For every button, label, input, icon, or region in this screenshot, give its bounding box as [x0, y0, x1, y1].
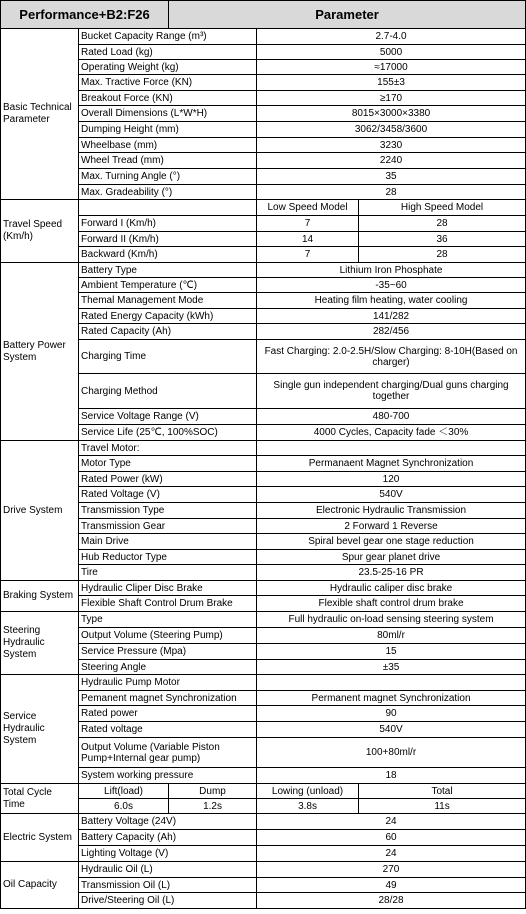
cycle-header-total: Total	[359, 784, 526, 799]
row-value: 15	[257, 644, 526, 660]
row-value: 90	[257, 706, 526, 722]
header-parameter: Parameter	[169, 1, 526, 29]
row-label: Backward (Km/h)	[79, 247, 257, 263]
row-value: 141/282	[257, 309, 526, 324]
low-value: 7	[257, 216, 359, 232]
row-label: Output Volume (Variable Piston Pump+Internal gear pump)	[79, 738, 257, 768]
row-label: Rated Power (kW)	[79, 472, 257, 487]
cycle-value-lift: 6.0s	[79, 799, 169, 814]
row-value: 28/28	[257, 893, 526, 909]
section-service-hydraulic: Service Hydraulic System	[1, 675, 79, 784]
row-label: Dumping Height (mm)	[79, 122, 257, 138]
row-label: Transmission Oil (L)	[79, 878, 257, 893]
row-label: Hydraulic Pump Motor	[79, 675, 257, 691]
row-value	[257, 675, 526, 691]
row-label: Rated voltage	[79, 722, 257, 738]
row-label: Operating Weight (kg)	[79, 60, 257, 75]
row-value: 2.7-4.0	[257, 29, 526, 45]
row-value: Flexible shaft control drum brake	[257, 596, 526, 612]
row-value: ≥170	[257, 91, 526, 106]
row-value: Heating film heating, water cooling	[257, 293, 526, 309]
row-label: Steering Angle	[79, 660, 257, 675]
row-value: 49	[257, 878, 526, 893]
row-value: Permanent magnet Synchronization	[257, 691, 526, 706]
row-label: Main Drive	[79, 534, 257, 550]
row-value: 28	[257, 185, 526, 200]
row-value	[257, 441, 526, 456]
low-value: 7	[257, 247, 359, 263]
row-label: System working pressure	[79, 768, 257, 784]
row-label: Tire	[79, 565, 257, 581]
row-label: Max. Tractive Force (KN)	[79, 75, 257, 91]
row-value: 4000 Cycles, Capacity fade ＜30%	[257, 425, 526, 441]
row-label: Rated Energy Capacity (kWh)	[79, 309, 257, 324]
section-drive: Drive System	[1, 441, 79, 581]
row-value: 24	[257, 846, 526, 862]
row-label: Battery Capacity (Ah)	[79, 830, 257, 846]
row-label: Drive/Steering Oil (L)	[79, 893, 257, 909]
row-value: 24	[257, 814, 526, 830]
row-value: 2 Forward 1 Reverse	[257, 519, 526, 534]
row-value: 60	[257, 830, 526, 846]
row-value: 80ml/r	[257, 628, 526, 644]
row-value: 3230	[257, 138, 526, 153]
section-basic: Basic Technical Parameter	[1, 29, 79, 200]
row-value: Spur gear planet drive	[257, 550, 526, 565]
row-value: 35	[257, 169, 526, 185]
row-label: Themal Management Mode	[79, 293, 257, 309]
row-value: 540V	[257, 487, 526, 503]
row-label: Ambient Temperature (℃)	[79, 278, 257, 293]
row-label: Transmission Type	[79, 503, 257, 519]
row-value: 8015×3000×3380	[257, 106, 526, 122]
row-label: Motor Type	[79, 456, 257, 472]
row-value: Electronic Hydraulic Transmission	[257, 503, 526, 519]
row-label: Rated power	[79, 706, 257, 722]
row-value: 23.5-25-16 PR	[257, 565, 526, 581]
cycle-value-dump: 1.2s	[169, 799, 257, 814]
row-value: Permanaent Magnet Synchronization	[257, 456, 526, 472]
row-label: Forward I (Km/h)	[79, 216, 257, 232]
row-value: 155±3	[257, 75, 526, 91]
high-speed-model-header: High Speed Model	[359, 200, 526, 216]
row-value: 18	[257, 768, 526, 784]
row-label: Rated Capacity (Ah)	[79, 324, 257, 340]
row-label: Flexible Shaft Control Drum Brake	[79, 596, 257, 612]
row-value: ±35	[257, 660, 526, 675]
row-value: 120	[257, 472, 526, 487]
row-label: Battery Voltage (24V)	[79, 814, 257, 830]
row-label: Rated Load (kg)	[79, 45, 257, 60]
row-value: 282/456	[257, 324, 526, 340]
row-label	[79, 200, 257, 216]
row-label: Rated Voltage (V)	[79, 487, 257, 503]
high-value: 36	[359, 232, 526, 247]
header-performance: Performance+B2:F26	[1, 1, 169, 29]
row-value: 270	[257, 862, 526, 878]
row-label: Type	[79, 612, 257, 628]
high-value: 28	[359, 216, 526, 232]
row-label: Lighting Voltage (V)	[79, 846, 257, 862]
cycle-header-lift: Lift(load)	[79, 784, 169, 799]
section-battery: Battery Power System	[1, 263, 79, 441]
row-label: Charging Method	[79, 374, 257, 409]
row-value: Fast Charging: 2.0-2.5H/Slow Charging: 8-10H(Based on charger)	[257, 340, 526, 374]
high-value: 28	[359, 247, 526, 263]
row-value: ≈17000	[257, 60, 526, 75]
cycle-value-lowing: 3.8s	[257, 799, 359, 814]
cycle-value-total: 11s	[359, 799, 526, 814]
row-label: Travel Motor:	[79, 441, 257, 456]
row-value: 100+80ml/r	[257, 738, 526, 768]
section-cycle-time: Total Cycle Time	[1, 784, 79, 814]
row-label: Charging Time	[79, 340, 257, 374]
row-label: Hydraulic Cliper Disc Brake	[79, 581, 257, 596]
row-value: Single gun independent charging/Dual guns charging together	[257, 374, 526, 409]
row-label: Pemanent magnet Synchronization	[79, 691, 257, 706]
row-label: Hub Reductor Type	[79, 550, 257, 565]
row-label: Max. Turning Angle (°)	[79, 169, 257, 185]
section-electric: Electric System	[1, 814, 79, 862]
row-label: Service Life (25℃, 100%SOC)	[79, 425, 257, 441]
row-value: Lithium Iron Phosphate	[257, 263, 526, 278]
row-value: Full hydraulic on-load sensing steering system	[257, 612, 526, 628]
section-oil-capacity: Oil Capacity	[1, 862, 79, 909]
row-value: -35~60	[257, 278, 526, 293]
row-value: 480-700	[257, 409, 526, 425]
low-value: 14	[257, 232, 359, 247]
row-label: Wheel Tread (mm)	[79, 153, 257, 169]
row-value: 2240	[257, 153, 526, 169]
section-braking: Braking System	[1, 581, 79, 612]
row-label: Max. Gradeability (°)	[79, 185, 257, 200]
row-label: Service Voltage Range (V)	[79, 409, 257, 425]
section-steering: Steering Hydraulic System	[1, 612, 79, 675]
row-label: Forward II (Km/h)	[79, 232, 257, 247]
row-value: Spiral bevel gear one stage reduction	[257, 534, 526, 550]
cycle-header-dump: Dump	[169, 784, 257, 799]
row-label: Hydraulic Oil (L)	[79, 862, 257, 878]
row-value: 3062/3458/3600	[257, 122, 526, 138]
row-value: 540V	[257, 722, 526, 738]
header-row	[1, 1, 526, 29]
row-label: Bucket Capacity Range (m³)	[79, 29, 257, 45]
low-speed-model-header: Low Speed Model	[257, 200, 359, 216]
row-label: Battery Type	[79, 263, 257, 278]
row-label: Wheelbase (mm)	[79, 138, 257, 153]
section-travel: Travel Speed (Km/h)	[1, 200, 79, 263]
row-label: Output Volume (Steering Pump)	[79, 628, 257, 644]
row-value: 5000	[257, 45, 526, 60]
row-label: Service Pressure (Mpa)	[79, 644, 257, 660]
cycle-header-lowing: Lowing (unload)	[257, 784, 359, 799]
row-label: Transmission Gear	[79, 519, 257, 534]
row-label: Breakout Force (KN)	[79, 91, 257, 106]
row-label: Overall Dimensions (L*W*H)	[79, 106, 257, 122]
row-value: Hydraulic caliper disc brake	[257, 581, 526, 596]
